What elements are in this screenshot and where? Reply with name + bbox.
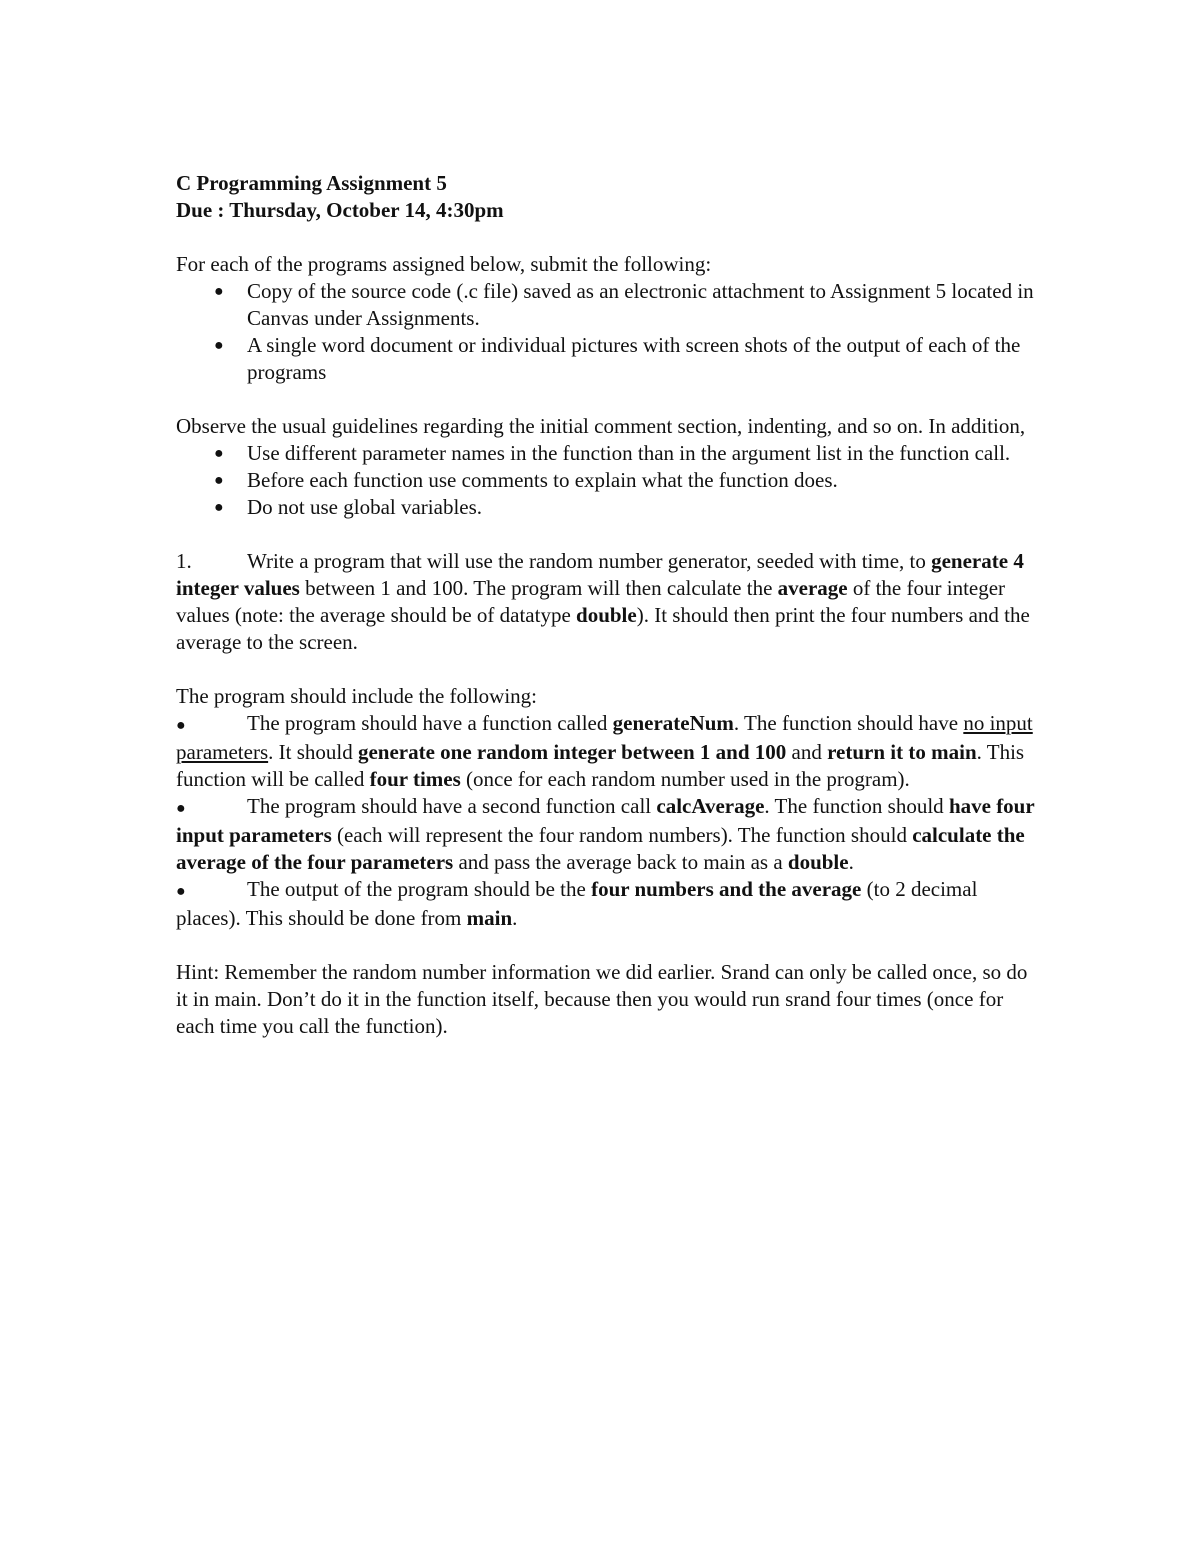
requirement-emphasis: return it to main	[827, 740, 977, 764]
list-item	[176, 440, 1036, 467]
list-item-text: Use different parameter names in the function than in the argument list in the function call.	[247, 441, 1011, 465]
problem-number: 1.	[176, 549, 192, 573]
requirement-output	[176, 876, 1036, 932]
document-page	[176, 170, 1036, 1040]
problem-emphasis: double	[576, 603, 637, 627]
requirement-generatenum	[176, 710, 1036, 793]
hint-paragraph: Hint: Remember the random number information we did earlier. Srand can only be called once, so do it in main. Don’t do it in the function itself, because then you would run srand four times (once for each time you call the function).	[176, 960, 1028, 1038]
requirement-emphasis: generateNum	[612, 711, 734, 735]
submit-intro: For each of the programs assigned below, submit the following:	[176, 252, 712, 276]
requirement-text: . This function will be called	[176, 740, 1025, 791]
document-title: C Programming Assignment 5	[176, 171, 447, 195]
bullet-icon: ●	[214, 283, 224, 300]
spacer	[176, 656, 1036, 683]
requirement-text: (once for each random number used in the program).	[460, 767, 910, 791]
problem-text: between 1 and 100. The program will then calculate the	[299, 576, 778, 600]
bullet-icon: ●	[176, 717, 186, 734]
list-item	[176, 278, 1036, 332]
requirement-calcaverage	[176, 793, 1036, 876]
requirement-text: and pass the average back to main as a	[453, 850, 788, 874]
list-item-text: A single word document or individual pictures with screen shots of the output of each of the programs	[247, 333, 1021, 384]
list-item-text: Do not use global variables.	[247, 495, 483, 519]
requirement-emphasis: double	[787, 850, 849, 874]
problem-text: ). It should then print the four numbers and the average to the screen.	[176, 603, 1030, 654]
bullet-icon: ●	[214, 445, 224, 462]
requirement-text: . The function should have	[733, 711, 964, 735]
submit-list	[176, 278, 1036, 386]
requirement-emphasis: calculate the average of the four parameters	[176, 823, 1025, 874]
spacer	[176, 224, 1036, 251]
requirement-emphasis: four numbers and the average	[591, 877, 862, 901]
requirement-text: . The function should	[764, 794, 949, 818]
requirement-text: The program should have a function called	[247, 711, 613, 735]
spacer	[176, 386, 1036, 413]
list-item-text: Before each function use comments to explain what the function does.	[247, 468, 838, 492]
problem-text: of the four integer values (note: the average should be of datatype	[176, 576, 1006, 627]
bullet-icon: ●	[176, 883, 186, 900]
list-item	[176, 494, 1036, 521]
list-item	[176, 467, 1036, 494]
requirement-text: The program should have a second function call	[247, 794, 657, 818]
requirement-text: .	[848, 850, 854, 874]
bullet-icon: ●	[214, 337, 224, 354]
requirement-emphasis: have four input parameters	[176, 794, 1035, 847]
requirement-emphasis: four times	[369, 767, 461, 791]
list-item-text: Copy of the source code (.c file) saved as an electronic attachment to Assignment 5 located in Canvas under Assignments.	[247, 279, 1034, 330]
requirement-emphasis: generate one random integer between 1 and 100	[357, 740, 787, 764]
requirement-emphasis: calcAverage	[656, 794, 765, 818]
problem-1	[176, 548, 1036, 656]
requirement-text: (to 2 decimal places). This should be done from	[176, 877, 978, 930]
problem-text: Write a program that will use the random number generator, seeded with time, to	[247, 549, 932, 573]
requirement-text: .	[512, 906, 518, 930]
requirement-text: The output of the program should be the	[247, 877, 592, 901]
bullet-icon: ●	[176, 800, 186, 817]
requirement-underline: no input parameters	[176, 711, 1033, 764]
requirement-text: . It should	[268, 740, 358, 764]
problem-emphasis: average	[777, 576, 848, 600]
guidelines-list	[176, 440, 1036, 521]
bullet-icon: ●	[214, 499, 224, 516]
guidelines-intro: Observe the usual guidelines regarding the initial comment section, indenting, and so on. In addition,	[176, 414, 1026, 438]
spacer	[176, 521, 1036, 548]
requirement-text: and	[786, 740, 828, 764]
requirements-intro: The program should include the following:	[176, 684, 538, 708]
list-item	[176, 332, 1036, 386]
requirement-text: (each will represent the four random numbers). The function should	[331, 823, 913, 847]
problem-emphasis: generate 4 integer values	[176, 549, 1024, 600]
bullet-icon: ●	[214, 472, 224, 489]
due-date: Due : Thursday, October 14, 4:30pm	[176, 198, 504, 222]
requirement-emphasis: main	[466, 906, 513, 930]
spacer	[176, 932, 1036, 959]
